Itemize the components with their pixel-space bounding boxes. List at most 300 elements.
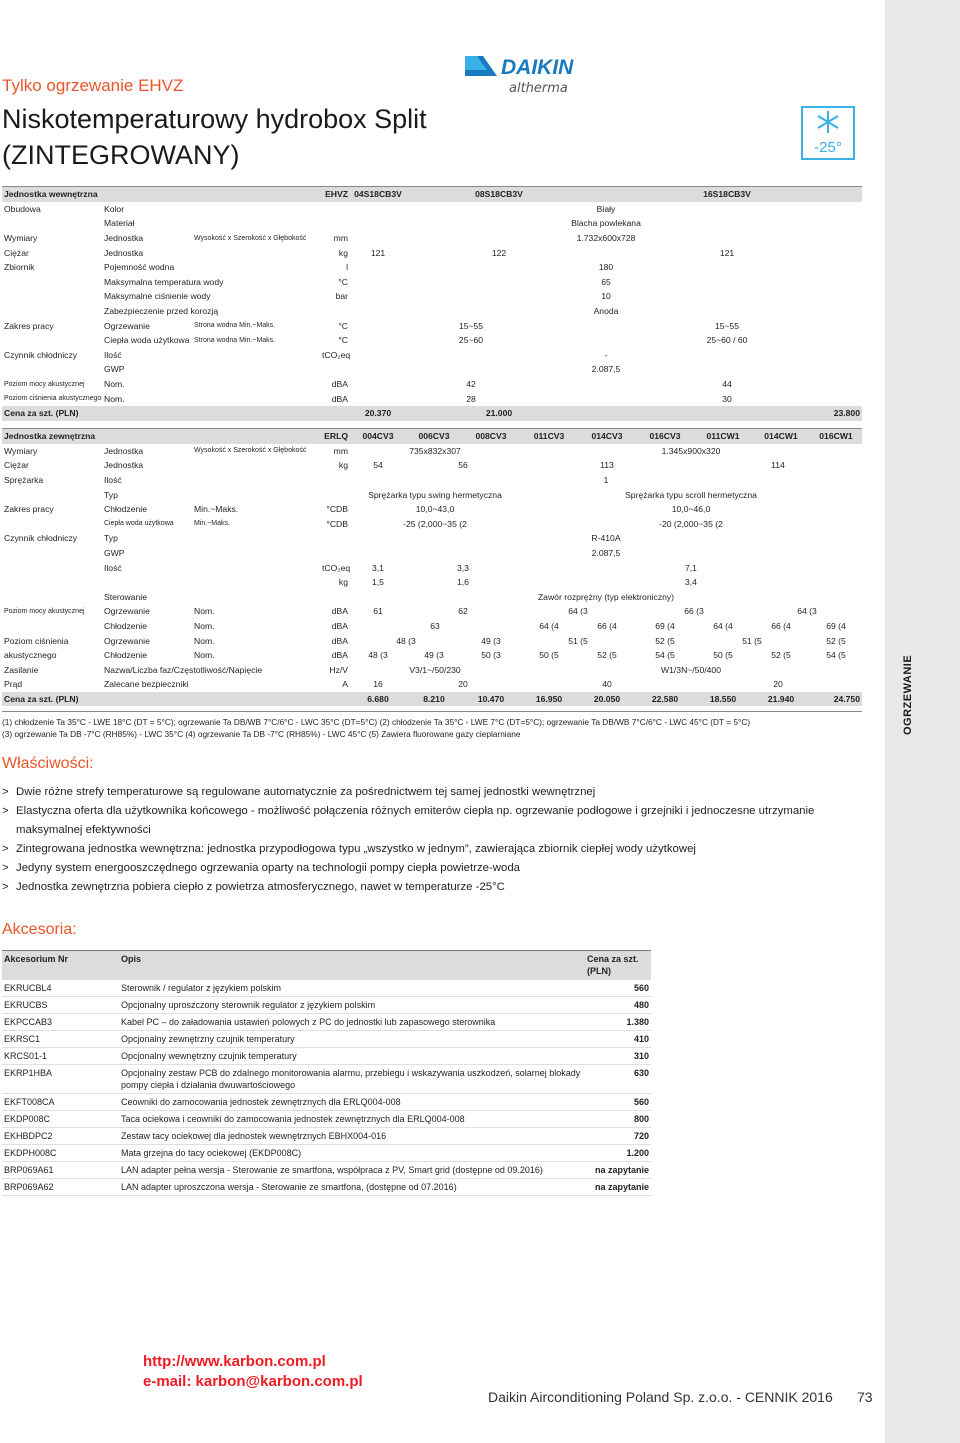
table-row [2, 289, 862, 304]
table-cell: 25~60 / 60 [706, 335, 748, 346]
page-title-line1: Niskotemperaturowy hydrobox Split [2, 104, 427, 134]
table-row [2, 333, 862, 348]
table-cell: akustycznego [4, 650, 57, 661]
table-cell: 735x832x307 [409, 445, 461, 456]
table-cell: 3,3 [457, 562, 469, 573]
table-cell [2, 546, 102, 561]
table-cell [2, 619, 102, 634]
footnote-line: (1) chłodzenie Ta 35°C - LWE 18°C (DT = 5°C); ogrzewanie Ta DB/WB 7°C/6°C - LWC 35°C (DT=5°C) (2) chłodzenie Ta 35°C - LWE 7°C (DT=5°C); ogrzewanie Ta DB/WB 7°C/6°C - LWC 45°C (DT = 5°C) [2, 717, 751, 727]
table-cell: Nazwa/Liczba faz/Częstotliwość/Napięcie [104, 664, 263, 675]
table-cell: Pojemność wodna [104, 262, 175, 273]
table-cell: 62 [458, 606, 468, 617]
feature-text: Elastyczna oferta dla użytkownika końcowego - możliwość połączenia różnych emiterów ciepła np. ogrzewanie podłogowe i grzejniki i jednoczesne utrzymanie maksymalnej efektywności [16, 805, 815, 836]
table-cell: 121 [719, 247, 735, 258]
table-cell [192, 560, 320, 575]
table-cell: 20 [458, 679, 468, 690]
table-header-cell: 004CV3 [350, 429, 406, 444]
footer-company: Daikin Airconditioning Poland Sp. z.o.o. - CENNIK 2016 [488, 1389, 833, 1405]
accessory-description: Opcjonalny zewnętrzny czujnik temperatury [119, 1031, 585, 1048]
table-row [2, 604, 862, 619]
table-cell: 1 [603, 475, 609, 486]
table-cell: 22.580 [636, 692, 694, 707]
accessory-description: Sterownik / regulator z językiem polskim [119, 980, 585, 997]
table-cell: 20.050 [578, 692, 636, 707]
accessory-row [2, 1145, 651, 1162]
table-cell: 1,6 [457, 577, 469, 588]
table-row [2, 304, 862, 319]
bullet-marker: > [2, 786, 9, 798]
table-cell: 1.345x900x320 [661, 445, 721, 456]
table-cell: Zawór rozprężny (typ elektroniczny) [537, 591, 675, 602]
table-cell [2, 560, 102, 575]
table-cell: °C [338, 320, 348, 331]
feature-text: Dwie różne strefy temperaturowe są regulowane automatycznie za pośrednictwem tej samej jednostki wewnętrznej [16, 786, 596, 798]
table-cell: 2.087,5 [591, 364, 621, 375]
table-row [2, 575, 862, 590]
table-cell: Ogrzewanie [104, 320, 150, 331]
table-bottom-rule [2, 711, 862, 712]
table-cell: Ciężar [4, 460, 29, 471]
table-cell: dBA [331, 635, 348, 646]
accessories-header-cell: Akcesorium Nr [2, 951, 119, 980]
table-cell: Jednostka wewnętrzna [2, 187, 102, 202]
bullet-marker: > [2, 805, 9, 817]
table-cell [2, 575, 102, 590]
accessory-description: LAN adapter uproszczona wersja - Sterowanie ze smartfona, (dostępne od 07.2016) [119, 1179, 585, 1196]
table-cell [2, 289, 102, 304]
table-row [2, 362, 862, 377]
table-cell: °C [338, 276, 348, 287]
table-cell: °CDB [326, 518, 348, 529]
table-cell: Kolor [104, 203, 125, 214]
accessory-code: EKRUCBS [2, 997, 119, 1014]
table-cell: Nom. [194, 635, 215, 646]
table-header-cell [102, 429, 192, 444]
table-header-cell: 011CW1 [694, 429, 752, 444]
table-cell: EHVZ [320, 187, 350, 202]
table-cell [192, 590, 320, 605]
table-header-cell: 016CW1 [810, 429, 862, 444]
table-cell: bar [335, 291, 348, 302]
table-cell: 28 [466, 393, 476, 404]
feature-text: Zintegrowana jednostka wewnętrzna: jednostka przypodłogowa typu „wszystko w jednym”, zawierająca zbiornik ciepłej wody użytkowej [16, 843, 696, 855]
table-cell: 49 (3 [424, 650, 444, 661]
accessory-code: EKRSC1 [2, 1031, 119, 1048]
table-cell: Poziom mocy akustycznej [4, 380, 85, 388]
table-cell: Zakres pracy [4, 320, 54, 331]
table-row [2, 275, 862, 290]
table-cell: Nom. [194, 650, 215, 661]
table-row [2, 648, 862, 663]
table-cell: Prąd [4, 679, 23, 690]
table-cell: 66 (4 [771, 621, 791, 632]
page-subtitle: Tylko ogrzewanie EHVZ [2, 76, 184, 95]
table-cell: 15~55 [458, 320, 484, 331]
table-cell: Strona wodna Min.~Maks. [194, 336, 276, 344]
table-cell: Czynnik chłodniczy [4, 349, 78, 360]
table-cell [102, 575, 192, 590]
table-cell: Ilość [104, 475, 122, 486]
table-cell: 3,1 [372, 562, 384, 573]
table-cell [320, 362, 350, 377]
table-cell: Chłodzenie [104, 621, 147, 632]
table-cell: tCO₂eq [322, 562, 351, 573]
website-link[interactable]: http://www.karbon.com.pl [143, 1353, 326, 1370]
table-row [2, 633, 862, 648]
table-cell: Obudowa [4, 203, 41, 214]
table-cell: Sprężarka [4, 475, 44, 486]
table-cell: 21.940 [752, 692, 810, 707]
table-cell: Czynnik chłodniczy [4, 533, 78, 544]
table-row [2, 560, 862, 575]
table-cell: 20 [773, 679, 783, 690]
table-header-cell: 014CV3 [578, 429, 636, 444]
table-row [2, 348, 862, 363]
accessory-row [2, 1179, 651, 1196]
outdoor-unit-table [2, 429, 862, 706]
table-cell: dBA [331, 393, 348, 404]
table-cell: Typ [104, 489, 118, 500]
table-row [2, 216, 862, 231]
accessory-price: 720 [585, 1128, 651, 1145]
accessory-price: 560 [585, 980, 651, 997]
table-cell: Nom. [194, 606, 215, 617]
table-cell: Zabezpieczenie przed korozją [104, 306, 219, 317]
footnotes [2, 716, 862, 740]
table-cell: 30 [722, 393, 732, 404]
table-cell: °C [338, 335, 348, 346]
table-cell: Nom. [194, 621, 215, 632]
features-list [2, 783, 862, 897]
table-cell: Hz/V [329, 664, 348, 675]
cold-climate-badge [801, 106, 855, 160]
accessory-description: LAN adapter pełna wersja - Sterowanie ze smartfona, współpraca z PV, Smart grid (dostępne od 09.2016) [119, 1162, 585, 1179]
table-row [2, 502, 862, 517]
table-cell: 18.550 [694, 692, 752, 707]
table-cell: Cena za szt. (PLN) [2, 406, 350, 421]
table-cell: Maksymalne ciśnienie wody [104, 291, 211, 302]
features-heading: Właściwości: [2, 755, 94, 772]
table-cell [320, 216, 350, 231]
table-cell: Zasilanie [4, 664, 39, 675]
accessory-row [2, 1094, 651, 1111]
table-cell: A [342, 679, 348, 690]
table-cell: 63 [430, 621, 440, 632]
table-cell: Jednostka [104, 445, 144, 456]
table-cell: 54 (5 [655, 650, 675, 661]
table-cell: Zbiornik [4, 262, 35, 273]
accessory-description: Zestaw tacy ociekowej dla jednostek wewnętrznych EBHX004-016 [119, 1128, 585, 1145]
table-cell: 44 [722, 379, 732, 390]
accessory-code: EKPCCAB3 [2, 1014, 119, 1031]
table-cell: Nom. [104, 379, 125, 390]
feature-text: Jedyny system energooszczędnego ogrzewania oparty na technologii pompy ciepła powietrze-woda [16, 862, 521, 874]
indoor-unit-table [2, 187, 862, 421]
page-number: 73 [857, 1389, 873, 1405]
table-cell: mm [333, 233, 348, 244]
accessory-description: Kabel PC – do załadowania ustawień polowych z PC do jednostki lub zapasowego sterownika [119, 1014, 585, 1031]
footnote-line: (3) ogrzewanie Ta DB -7°C (RH85%) - LWC 35°C (4) ogrzewanie Ta DB -7°C (RH85%) - LWC 45°C (5) Zawiera fluorowane gazy cieplarniane [2, 729, 521, 739]
table-cell: 64 (3 [797, 606, 817, 617]
table-cell: °CDB [326, 504, 348, 515]
table-cell: 24.750 [810, 692, 862, 707]
table-row [2, 473, 862, 488]
table-cell: 52 (5 [655, 635, 675, 646]
accessory-code: BRP069A61 [2, 1162, 119, 1179]
accessory-price: 1.380 [585, 1014, 651, 1031]
table-cell: 65 [601, 276, 611, 287]
table-cell: 56 [458, 460, 468, 471]
table-cell: 51 (5 [568, 635, 588, 646]
feature-item [2, 840, 862, 859]
table-row [2, 318, 862, 333]
table-cell: 15~55 [714, 320, 740, 331]
accessory-price: 410 [585, 1031, 651, 1048]
table-cell: 180 [598, 262, 614, 273]
feature-item [2, 859, 862, 878]
accessory-row [2, 1065, 651, 1094]
accessory-code: KRCS01-1 [2, 1048, 119, 1065]
table-cell: 52 (5 [826, 635, 846, 646]
feature-item [2, 802, 862, 840]
accessories-heading: Akcesoria: [2, 921, 77, 938]
table-cell: 50 (5 [713, 650, 733, 661]
table-cell: GWP [104, 548, 125, 559]
table-cell [192, 575, 320, 590]
table-cell: Typ [104, 533, 118, 544]
table-cell [320, 590, 350, 605]
table-cell: 122 [491, 247, 507, 258]
accessory-description: Mata grzejna do tacy ociekowej (EKDP008C) [119, 1145, 585, 1162]
table-cell: 66 (4 [597, 621, 617, 632]
table-cell: 66 (3 [684, 606, 704, 617]
table-header-cell: 008CV3 [462, 429, 520, 444]
table-cell: 2.087,5 [591, 548, 621, 559]
accessory-code: BRP069A62 [2, 1179, 119, 1196]
table-cell [102, 187, 192, 202]
table-cell: dBA [331, 621, 348, 632]
table-cell: Ogrzewanie [104, 635, 150, 646]
table-cell: Min.~Maks. [194, 504, 239, 515]
accessory-description: Opcjonalny uproszczony sterownik regulator z językiem polskim [119, 997, 585, 1014]
table-cell: 49 (3 [481, 635, 501, 646]
accessory-code: EKHBDPC2 [2, 1128, 119, 1145]
table-cell: Chłodzenie [104, 650, 147, 661]
table-cell: 25~60 [458, 335, 484, 346]
table-row [2, 546, 862, 561]
table-cell: 20.370 [350, 406, 406, 421]
table-cell: Sprężarka typu swing hermetyczna [368, 489, 502, 500]
table-cell: Zakres pracy [4, 504, 54, 515]
table-cell: Ciepła woda użytkowa [104, 520, 174, 528]
brand-text: DAIKIN [501, 56, 574, 79]
bullet-marker: > [2, 862, 9, 874]
accessories-header-cell: Cena za szt. (PLN) [585, 951, 651, 980]
table-cell: Sterowanie [104, 591, 147, 602]
accessory-code: EKDP008C [2, 1111, 119, 1128]
table-cell: Ogrzewanie [104, 606, 150, 617]
table-cell: Ciepła woda użytkowa [104, 335, 190, 346]
page-title-line2: (ZINTEGROWANY) [2, 140, 240, 170]
table-cell: Ilość [104, 562, 122, 573]
table-row [2, 531, 862, 546]
table-cell: Wymiary [4, 445, 38, 456]
table-header-cell: 016CV3 [636, 429, 694, 444]
table-cell: 10,0~46,0 [671, 504, 711, 515]
table-row [2, 517, 862, 532]
accessory-row [2, 1031, 651, 1048]
table-cell: R-410A [591, 533, 621, 544]
table-cell [320, 487, 350, 502]
table-cell: 6.680 [350, 692, 406, 707]
table-cell: Nom. [104, 393, 125, 404]
table-cell: 51 (5 [742, 635, 762, 646]
table-cell: Anoda [593, 306, 619, 317]
table-cell: Jednostka [104, 460, 144, 471]
table-cell: 64 (4 [539, 621, 559, 632]
table-cell [192, 546, 320, 561]
table-cell: Wysokość x Szerokość x Głębokość [194, 447, 307, 455]
table-cell: 21.000 [406, 406, 592, 421]
bullet-marker: > [2, 843, 9, 855]
table-row [2, 663, 862, 678]
table-cell: 50 (5 [539, 650, 559, 661]
table-cell [320, 202, 350, 217]
accessory-price: na zapytanie [585, 1162, 651, 1179]
table-cell: 48 (3 [368, 650, 388, 661]
table-cell: Maksymalna temperatura wody [104, 276, 224, 287]
feature-item [2, 783, 862, 802]
table-cell: l [346, 262, 348, 273]
table-cell: Chłodzenie [104, 504, 147, 515]
bullet-marker: > [2, 881, 9, 893]
table-cell [2, 216, 102, 231]
accessory-price: 480 [585, 997, 651, 1014]
table-cell: kg [338, 460, 348, 471]
table-cell: 40 [602, 679, 612, 690]
accessory-row [2, 1111, 651, 1128]
accessory-row [2, 997, 651, 1014]
accessory-price: 630 [585, 1065, 651, 1094]
accessory-code: EKFT008CA [2, 1094, 119, 1111]
table-cell [192, 391, 320, 406]
table-cell: 8.210 [406, 692, 462, 707]
table-row [2, 202, 862, 217]
table-row [2, 677, 862, 692]
table-cell: 48 (3 [396, 635, 416, 646]
table-cell [192, 260, 320, 275]
table-cell [2, 517, 102, 532]
brand-sub-text: altherma [509, 81, 568, 96]
table-cell: 23.800 [592, 406, 862, 421]
accessories-table [2, 950, 651, 1196]
table-header-row [2, 429, 862, 444]
table-row [2, 487, 862, 502]
email-link[interactable]: e-mail: karbon@karbon.com.pl [143, 1373, 363, 1390]
table-cell [2, 362, 102, 377]
table-cell: 16 [373, 679, 383, 690]
table-cell [320, 304, 350, 319]
accessory-description: Taca ociekowa i ceowniki do zamocowania jednostek zewnętrznych dla ERLQ004-008 [119, 1111, 585, 1128]
table-cell: Wymiary [4, 233, 38, 244]
accessory-row [2, 1014, 651, 1031]
accessory-code: EKRP1HBA [2, 1065, 119, 1094]
table-row [2, 619, 862, 634]
table-cell: dBA [331, 650, 348, 661]
table-row [2, 377, 862, 392]
table-cell: Poziom ciśnienia [4, 635, 69, 646]
cold-badge-text: -25° [814, 139, 842, 156]
accessories-header-row [2, 951, 651, 980]
table-cell: 10 [601, 291, 611, 302]
feature-item [2, 878, 862, 897]
table-cell [2, 275, 102, 290]
accessory-code: EKDPH008C [2, 1145, 119, 1162]
table-cell: 42 [466, 379, 476, 390]
table-cell: 54 (5 [826, 650, 846, 661]
table-cell: 50 (3 [481, 650, 501, 661]
table-cell: -20 (2,000~35 (2 [659, 518, 723, 529]
table-cell [192, 487, 320, 502]
table-cell [192, 289, 320, 304]
daikin-logo [463, 52, 588, 98]
table-cell: Jednostka [104, 233, 144, 244]
table-cell: GWP [104, 364, 125, 375]
table-cell: 64 (3 [568, 606, 588, 617]
table-cell: Sprężarka typu scroll hermetyczna [625, 489, 757, 500]
table-cell: tCO₂eq [322, 349, 351, 360]
table-cell [320, 473, 350, 488]
table-cell [2, 590, 102, 605]
table-cell [192, 187, 320, 202]
accessory-row [2, 1128, 651, 1145]
table-cell: Strona wodna Min.~Maks. [194, 322, 276, 330]
table-cell: Jednostka [104, 247, 144, 258]
table-row [2, 444, 862, 459]
table-cell [192, 202, 320, 217]
table-cell: 16.950 [520, 692, 578, 707]
table-cell: 04S18CB3V [350, 187, 406, 202]
table-row [2, 187, 862, 202]
table-cell [320, 531, 350, 546]
table-cell: 61 [373, 606, 383, 617]
table-cell: Cena za szt. (PLN) [2, 692, 350, 707]
accessory-price: 310 [585, 1048, 651, 1065]
table-cell [192, 377, 320, 392]
table-cell [192, 473, 320, 488]
table-row [2, 231, 862, 246]
table-cell: dBA [331, 379, 348, 390]
table-row [2, 391, 862, 406]
table-cell: 54 [373, 460, 383, 471]
accessory-price: 1.200 [585, 1145, 651, 1162]
accessory-code: EKRUCBL4 [2, 980, 119, 997]
table-cell: 7,1 [685, 562, 697, 573]
table-cell: 113 [600, 460, 614, 471]
table-cell [192, 458, 320, 473]
table-cell: Ilość [104, 349, 122, 360]
accessory-price: 560 [585, 1094, 651, 1111]
accessory-price: 800 [585, 1111, 651, 1128]
table-row [2, 458, 862, 473]
accessory-row [2, 980, 651, 997]
accessory-row [2, 1048, 651, 1065]
table-cell: 1,5 [372, 577, 384, 588]
table-cell [192, 216, 320, 231]
accessories-header-cell: Opis [119, 951, 585, 980]
table-cell: 10.470 [462, 692, 520, 707]
table-cell: 121 [370, 247, 386, 258]
